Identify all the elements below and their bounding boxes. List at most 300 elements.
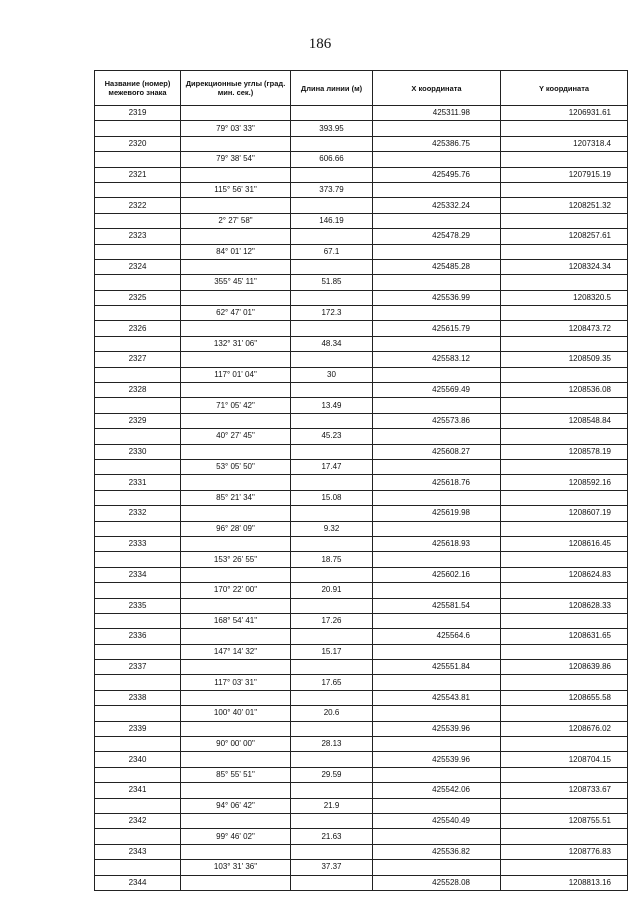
direction-angle-cell: 170° 22' 00" [181,583,291,598]
segment-row [95,829,628,844]
segment-row [95,182,628,197]
empty-cell [181,229,291,244]
line-length-cell: 45.23 [291,429,373,444]
line-length-cell: 15.17 [291,644,373,659]
point-name-cell: 2336 [95,629,181,644]
empty-cell [291,783,373,798]
empty-cell [373,152,501,167]
point-name-cell: 2331 [95,475,181,490]
x-coordinate-cell: 425551.84 [373,660,501,675]
empty-cell [95,767,181,782]
empty-cell [95,367,181,382]
y-coordinate-cell: 1208473.72 [501,321,628,336]
header-y: Y координата [501,71,628,106]
empty-cell [501,459,628,474]
point-name-cell: 2328 [95,383,181,398]
x-coordinate-cell: 425540.49 [373,813,501,828]
direction-angle-cell: 84° 01' 12" [181,244,291,259]
point-name-cell: 2340 [95,752,181,767]
empty-cell [291,598,373,613]
empty-cell [373,398,501,413]
empty-cell [501,675,628,690]
x-coordinate-cell: 425569.49 [373,383,501,398]
x-coordinate-cell: 425539.96 [373,752,501,767]
y-coordinate-cell: 1208755.51 [501,813,628,828]
point-row [95,352,628,367]
point-row [95,444,628,459]
point-row [95,598,628,613]
segment-row [95,767,628,782]
empty-cell [373,521,501,536]
x-coordinate-cell: 425528.08 [373,875,501,890]
empty-cell [95,737,181,752]
point-row [95,536,628,551]
direction-angle-cell: 85° 21' 34" [181,490,291,505]
line-length-cell: 21.9 [291,798,373,813]
point-name-cell: 2337 [95,660,181,675]
y-coordinate-cell: 1207318.4 [501,136,628,151]
y-coordinate-cell: 1208536.08 [501,383,628,398]
segment-row [95,459,628,474]
empty-cell [181,506,291,521]
x-coordinate-cell: 425536.99 [373,290,501,305]
line-length-cell: 20.6 [291,706,373,721]
empty-cell [181,783,291,798]
point-name-cell: 2334 [95,567,181,582]
x-coordinate-cell: 425564.6 [373,629,501,644]
y-coordinate-cell: 1208676.02 [501,721,628,736]
table-header-row [95,71,628,106]
empty-cell [501,182,628,197]
empty-cell [291,259,373,274]
direction-angle-cell: 2° 27' 58" [181,213,291,228]
direction-angle-cell: 99° 46' 02" [181,829,291,844]
direction-angle-cell: 147° 14' 32" [181,644,291,659]
y-coordinate-cell: 1208813.16 [501,875,628,890]
x-coordinate-cell: 425573.86 [373,413,501,428]
empty-cell [95,644,181,659]
empty-cell [181,567,291,582]
segment-row [95,336,628,351]
line-length-cell: 373.79 [291,182,373,197]
x-coordinate-cell: 425386.75 [373,136,501,151]
empty-cell [95,521,181,536]
empty-cell [181,752,291,767]
empty-cell [373,429,501,444]
point-row [95,167,628,182]
direction-angle-cell: 62° 47' 01" [181,306,291,321]
line-length-cell: 20.91 [291,583,373,598]
segment-row [95,613,628,628]
segment-row [95,429,628,444]
y-coordinate-cell: 1208607.19 [501,506,628,521]
point-name-cell: 2342 [95,813,181,828]
empty-cell [501,398,628,413]
empty-cell [373,767,501,782]
y-coordinate-cell: 1208320.5 [501,290,628,305]
empty-cell [181,383,291,398]
empty-cell [501,583,628,598]
empty-cell [291,536,373,551]
empty-cell [95,706,181,721]
line-length-cell: 17.26 [291,613,373,628]
empty-cell [95,213,181,228]
empty-cell [95,675,181,690]
empty-cell [291,136,373,151]
line-length-cell: 17.47 [291,459,373,474]
point-name-cell: 2329 [95,413,181,428]
segment-row [95,798,628,813]
segment-row [95,152,628,167]
empty-cell [501,336,628,351]
point-name-cell: 2325 [95,290,181,305]
y-coordinate-cell: 1208631.65 [501,629,628,644]
empty-cell [95,398,181,413]
direction-angle-cell: 90° 00' 00" [181,737,291,752]
empty-cell [291,290,373,305]
empty-cell [181,352,291,367]
segment-row [95,121,628,136]
point-name-cell: 2339 [95,721,181,736]
x-coordinate-cell: 425602.16 [373,567,501,582]
empty-cell [291,629,373,644]
line-length-cell: 146.19 [291,213,373,228]
direction-angle-cell: 115° 56' 31" [181,182,291,197]
point-name-cell: 2320 [95,136,181,151]
x-coordinate-cell: 425542.06 [373,783,501,798]
empty-cell [373,860,501,875]
empty-cell [291,167,373,182]
direction-angle-cell: 132° 31' 06" [181,336,291,351]
point-row [95,198,628,213]
empty-cell [181,721,291,736]
empty-cell [95,798,181,813]
x-coordinate-cell: 425618.76 [373,475,501,490]
direction-angle-cell: 153° 26' 55" [181,552,291,567]
point-name-cell: 2321 [95,167,181,182]
y-coordinate-cell: 1208639.86 [501,660,628,675]
empty-cell [501,706,628,721]
empty-cell [291,506,373,521]
header-length: Длина линии (м) [291,71,373,106]
direction-angle-cell: 100° 40' 01" [181,706,291,721]
point-row [95,752,628,767]
y-coordinate-cell: 1208251.32 [501,198,628,213]
direction-angle-cell: 40° 27' 45" [181,429,291,444]
empty-cell [373,737,501,752]
empty-cell [181,475,291,490]
empty-cell [501,490,628,505]
empty-cell [373,459,501,474]
empty-cell [373,306,501,321]
empty-cell [373,336,501,351]
segment-row [95,213,628,228]
point-row [95,844,628,859]
point-name-cell: 2341 [95,783,181,798]
empty-cell [95,244,181,259]
direction-angle-cell: 355° 45' 11" [181,275,291,290]
y-coordinate-cell: 1208655.58 [501,690,628,705]
direction-angle-cell: 79° 38' 54" [181,152,291,167]
x-coordinate-cell: 425539.96 [373,721,501,736]
empty-cell [95,829,181,844]
line-length-cell: 606.66 [291,152,373,167]
empty-cell [181,413,291,428]
header-angle: Дирекционные углы (град. мин. сек.) [181,71,291,106]
empty-cell [181,136,291,151]
y-coordinate-cell: 1208616.45 [501,536,628,551]
empty-cell [95,306,181,321]
empty-cell [95,613,181,628]
point-name-cell: 2327 [95,352,181,367]
point-row [95,506,628,521]
point-name-cell: 2344 [95,875,181,890]
point-row [95,660,628,675]
point-name-cell: 2324 [95,259,181,274]
direction-angle-cell: 79° 03' 33" [181,121,291,136]
empty-cell [501,644,628,659]
empty-cell [373,121,501,136]
x-coordinate-cell: 425495.76 [373,167,501,182]
segment-row [95,644,628,659]
empty-cell [291,567,373,582]
empty-cell [373,706,501,721]
segment-row [95,398,628,413]
direction-angle-cell: 96° 28' 09" [181,521,291,536]
table-body [95,106,628,891]
empty-cell [291,229,373,244]
point-row [95,813,628,828]
y-coordinate-cell: 1208733.67 [501,783,628,798]
empty-cell [291,352,373,367]
line-length-cell: 29.59 [291,767,373,782]
point-name-cell: 2326 [95,321,181,336]
line-length-cell: 51.85 [291,275,373,290]
empty-cell [291,875,373,890]
empty-cell [373,275,501,290]
y-coordinate-cell: 1208628.33 [501,598,628,613]
empty-cell [181,259,291,274]
point-row [95,321,628,336]
point-name-cell: 2338 [95,690,181,705]
empty-cell [501,213,628,228]
y-coordinate-cell: 1208257.61 [501,229,628,244]
empty-cell [291,444,373,459]
segment-row [95,583,628,598]
header-name: Название (номер) межевого знака [95,71,181,106]
y-coordinate-cell: 1208776.83 [501,844,628,859]
segment-row [95,306,628,321]
line-length-cell: 18.75 [291,552,373,567]
point-name-cell: 2330 [95,444,181,459]
empty-cell [181,629,291,644]
point-name-cell: 2333 [95,536,181,551]
empty-cell [373,490,501,505]
empty-cell [291,383,373,398]
empty-cell [373,244,501,259]
empty-cell [501,306,628,321]
empty-cell [501,613,628,628]
empty-cell [291,813,373,828]
x-coordinate-cell: 425478.29 [373,229,501,244]
point-row [95,475,628,490]
empty-cell [181,290,291,305]
segment-row [95,244,628,259]
empty-cell [291,321,373,336]
empty-cell [95,429,181,444]
empty-cell [373,675,501,690]
empty-cell [501,244,628,259]
empty-cell [95,152,181,167]
point-row [95,629,628,644]
direction-angle-cell: 85° 55' 51" [181,767,291,782]
direction-angle-cell: 117° 01' 04" [181,367,291,382]
point-row [95,136,628,151]
empty-cell [95,860,181,875]
point-name-cell: 2323 [95,229,181,244]
empty-cell [373,367,501,382]
direction-angle-cell: 53° 05' 50" [181,459,291,474]
empty-cell [501,521,628,536]
direction-angle-cell: 94° 06' 42" [181,798,291,813]
empty-cell [501,767,628,782]
y-coordinate-cell: 1208548.84 [501,413,628,428]
boundary-coordinates-table [94,70,628,891]
point-row [95,783,628,798]
empty-cell [373,182,501,197]
line-length-cell: 30 [291,367,373,382]
point-name-cell: 2343 [95,844,181,859]
empty-cell [181,844,291,859]
y-coordinate-cell: 1206931.61 [501,106,628,121]
empty-cell [501,429,628,444]
empty-cell [373,829,501,844]
empty-cell [501,798,628,813]
point-row [95,383,628,398]
y-coordinate-cell: 1208704.15 [501,752,628,767]
empty-cell [95,490,181,505]
direction-angle-cell: 71° 05' 42" [181,398,291,413]
point-row [95,721,628,736]
line-length-cell: 9.32 [291,521,373,536]
segment-row [95,521,628,536]
direction-angle-cell: 168° 54' 41" [181,613,291,628]
empty-cell [181,167,291,182]
empty-cell [291,844,373,859]
empty-cell [291,106,373,121]
x-coordinate-cell: 425618.93 [373,536,501,551]
empty-cell [181,598,291,613]
line-length-cell: 67.1 [291,244,373,259]
point-row [95,875,628,890]
point-row [95,106,628,121]
x-coordinate-cell: 425332.24 [373,198,501,213]
point-name-cell: 2335 [95,598,181,613]
empty-cell [291,660,373,675]
x-coordinate-cell: 425485.28 [373,259,501,274]
empty-cell [95,275,181,290]
line-length-cell: 28.13 [291,737,373,752]
y-coordinate-cell: 1208324.34 [501,259,628,274]
empty-cell [501,367,628,382]
segment-row [95,860,628,875]
empty-cell [373,213,501,228]
empty-cell [181,106,291,121]
empty-cell [291,752,373,767]
x-coordinate-cell: 425619.98 [373,506,501,521]
empty-cell [501,152,628,167]
empty-cell [181,444,291,459]
empty-cell [95,182,181,197]
segment-row [95,552,628,567]
line-length-cell: 393.95 [291,121,373,136]
empty-cell [95,552,181,567]
segment-row [95,737,628,752]
empty-cell [373,798,501,813]
empty-cell [291,721,373,736]
header-x: X координата [373,71,501,106]
point-row [95,690,628,705]
point-row [95,567,628,582]
segment-row [95,675,628,690]
page-number: 186 [308,36,332,52]
empty-cell [501,121,628,136]
line-length-cell: 21.63 [291,829,373,844]
empty-cell [373,583,501,598]
empty-cell [501,860,628,875]
x-coordinate-cell: 425536.82 [373,844,501,859]
y-coordinate-cell: 1207915.19 [501,167,628,182]
point-row [95,229,628,244]
empty-cell [373,613,501,628]
empty-cell [501,552,628,567]
x-coordinate-cell: 425311.98 [373,106,501,121]
point-name-cell: 2332 [95,506,181,521]
empty-cell [181,536,291,551]
point-name-cell: 2319 [95,106,181,121]
empty-cell [181,198,291,213]
empty-cell [95,336,181,351]
x-coordinate-cell: 425583.12 [373,352,501,367]
segment-row [95,490,628,505]
segment-row [95,706,628,721]
line-length-cell: 15.08 [291,490,373,505]
empty-cell [181,813,291,828]
empty-cell [181,660,291,675]
line-length-cell: 37.37 [291,860,373,875]
point-row [95,413,628,428]
x-coordinate-cell: 425543.81 [373,690,501,705]
direction-angle-cell: 117° 03' 31" [181,675,291,690]
x-coordinate-cell: 425615.79 [373,321,501,336]
x-coordinate-cell: 425608.27 [373,444,501,459]
line-length-cell: 172.3 [291,306,373,321]
empty-cell [181,690,291,705]
line-length-cell: 48.34 [291,336,373,351]
empty-cell [501,829,628,844]
point-row [95,259,628,274]
empty-cell [95,121,181,136]
empty-cell [181,875,291,890]
line-length-cell: 17.65 [291,675,373,690]
y-coordinate-cell: 1208592.16 [501,475,628,490]
point-name-cell: 2322 [95,198,181,213]
empty-cell [501,275,628,290]
empty-cell [501,737,628,752]
empty-cell [181,321,291,336]
y-coordinate-cell: 1208509.35 [501,352,628,367]
y-coordinate-cell: 1208578.19 [501,444,628,459]
